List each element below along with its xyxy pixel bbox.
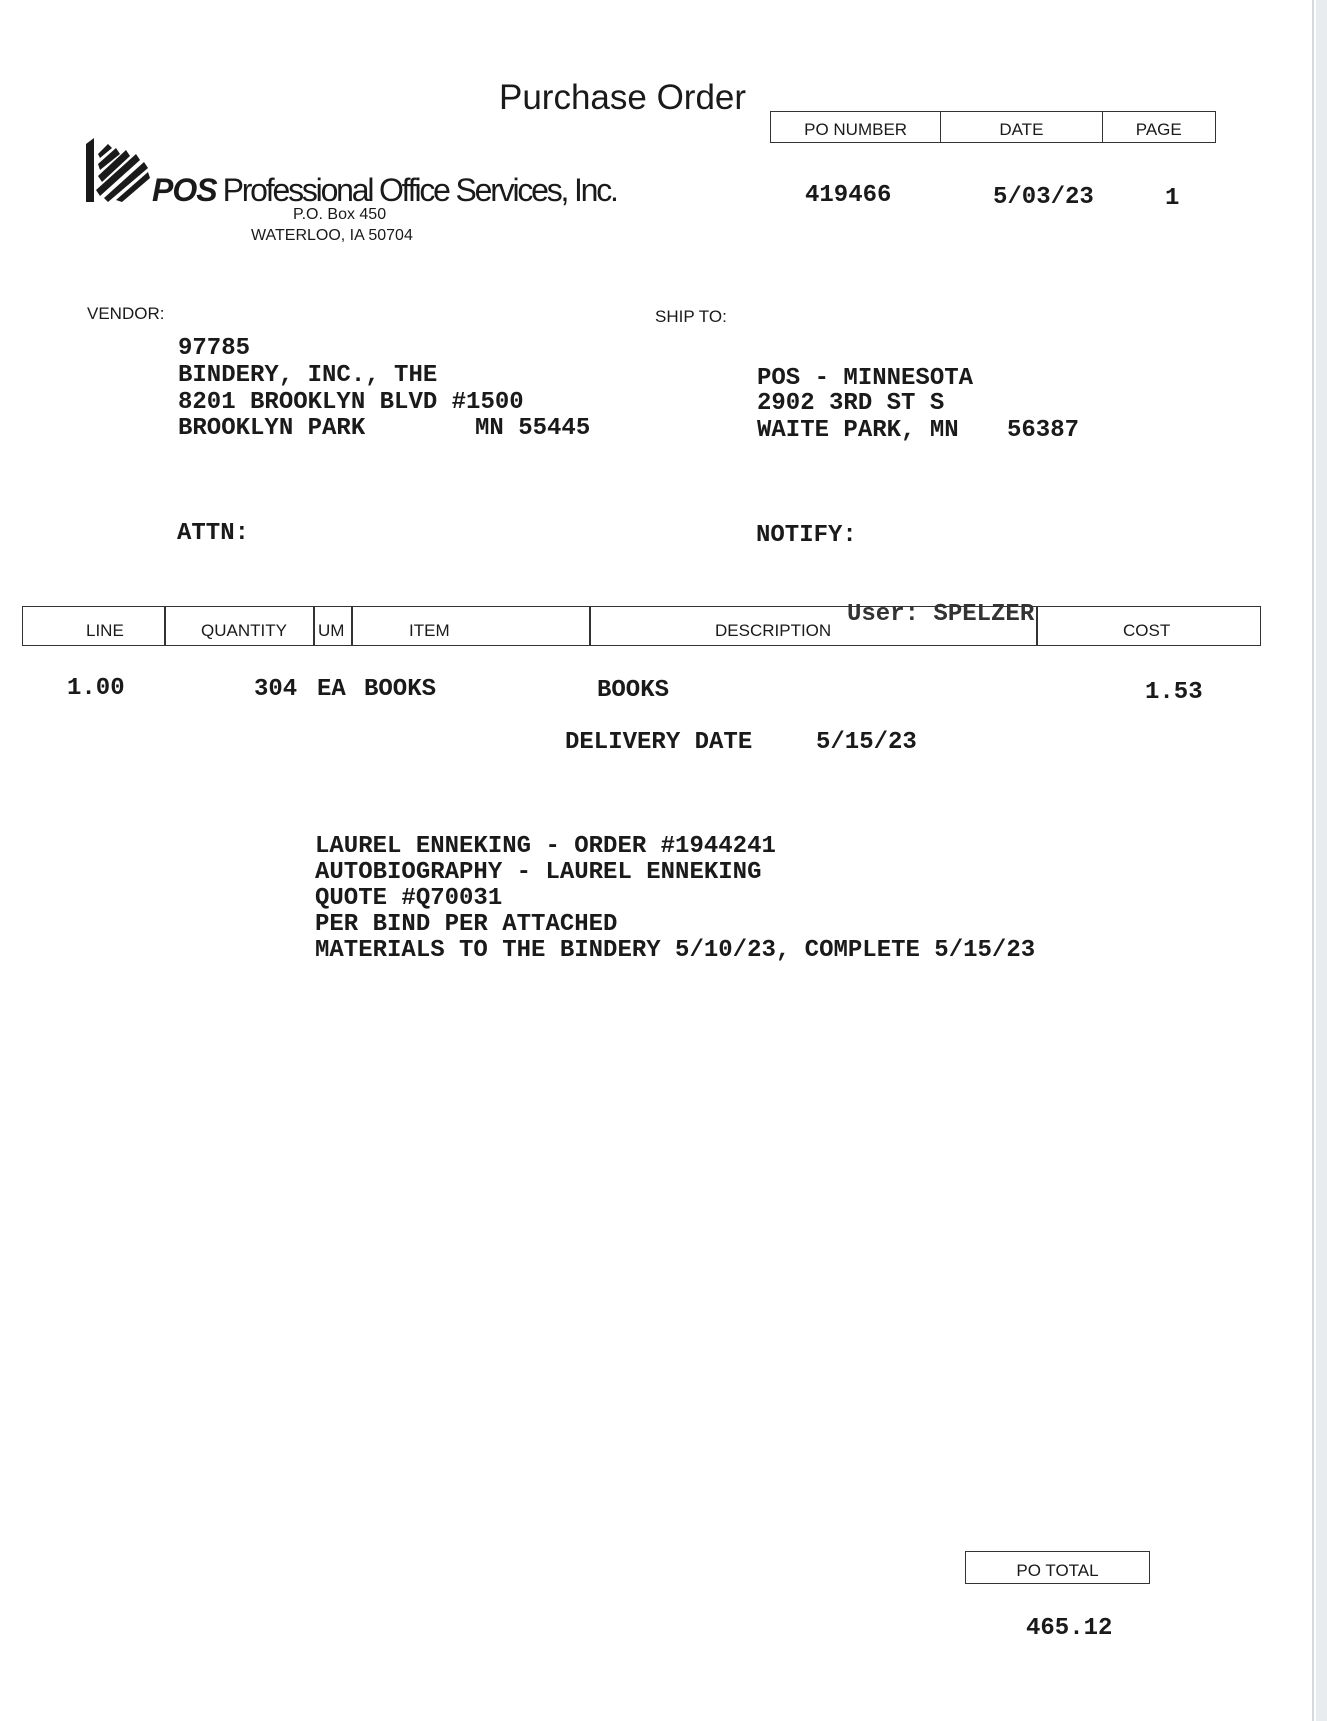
vendor-state-zip: MN 55445 xyxy=(475,415,591,442)
page-edge xyxy=(1316,0,1327,1721)
po-total-value: 465.12 xyxy=(1026,1615,1113,1642)
date-label: DATE xyxy=(941,112,1102,142)
vendor-id: 97785 xyxy=(178,335,251,362)
page-value: 1 xyxy=(1165,185,1180,212)
ship-to-name: POS - MINNESOTA xyxy=(757,365,974,392)
column-quantity: QUANTITY xyxy=(201,621,287,640)
column-item: ITEM xyxy=(409,621,450,640)
note-line: LAUREL ENNEKING - ORDER #1944241 xyxy=(315,833,776,860)
pos-logo-stripes-icon xyxy=(86,136,150,202)
ship-to-city-state: WAITE PARK, MN xyxy=(757,417,959,444)
date-value: 5/03/23 xyxy=(993,184,1094,211)
column-um: UM xyxy=(318,621,345,640)
ship-to-zip: 56387 xyxy=(1007,417,1080,444)
line-item: BOOKS xyxy=(364,676,437,703)
ship-to-label: SHIP TO: xyxy=(655,307,727,326)
line-quantity: 304 xyxy=(254,676,298,703)
company-address-line2: WATERLOO, IA 50704 xyxy=(251,227,413,244)
vendor-name: BINDERY, INC., THE xyxy=(178,362,438,389)
company-address-line1: P.O. Box 450 xyxy=(293,206,387,223)
company-brand: POS xyxy=(152,172,217,208)
column-divider xyxy=(589,607,591,645)
vendor-label: VENDOR: xyxy=(87,304,165,323)
note-line: MATERIALS TO THE BINDERY 5/10/23, COMPLETE 5/15/23 xyxy=(315,937,1036,964)
vendor-city: BROOKLYN PARK xyxy=(178,415,366,442)
page-label: PAGE xyxy=(1135,120,1182,139)
document-title: Purchase Order xyxy=(499,78,747,117)
column-divider xyxy=(164,607,166,645)
po-number-label: PO NUMBER xyxy=(771,112,941,142)
vendor-street: 8201 BROOKLYN BLVD #1500 xyxy=(178,389,524,416)
note-line: QUOTE #Q70031 xyxy=(315,885,503,912)
delivery-date-label: DELIVERY DATE xyxy=(565,729,753,756)
delivery-date-value: 5/15/23 xyxy=(816,729,917,756)
ship-to-street: 2902 3RD ST S xyxy=(757,390,945,417)
column-description: DESCRIPTION xyxy=(715,621,832,640)
po-header-box xyxy=(770,111,1216,143)
po-total-label: PO TOTAL xyxy=(965,1551,1150,1584)
column-cost: COST xyxy=(1123,621,1171,640)
note-line: PER BIND PER ATTACHED xyxy=(315,911,618,938)
line-description: BOOKS xyxy=(597,677,670,704)
user-stamp: User: SPELZER xyxy=(847,601,1035,628)
column-divider xyxy=(313,607,315,645)
line-number: 1.00 xyxy=(67,675,125,702)
line-items-header xyxy=(22,606,1261,646)
company-logo-text xyxy=(152,172,617,208)
note-line: AUTOBIOGRAPHY - LAUREL ENNEKING xyxy=(315,859,762,886)
page-edge-line xyxy=(1312,0,1314,1721)
column-line: LINE xyxy=(86,621,124,640)
column-divider xyxy=(351,607,353,645)
column-divider xyxy=(1036,607,1038,645)
line-um: EA xyxy=(317,676,346,703)
notify-label: NOTIFY: xyxy=(756,522,857,549)
line-cost: 1.53 xyxy=(1145,679,1203,706)
attn-label: ATTN: xyxy=(177,520,250,547)
company-name: Professional Office Services, Inc. xyxy=(222,172,617,208)
po-number-value: 419466 xyxy=(805,182,892,209)
